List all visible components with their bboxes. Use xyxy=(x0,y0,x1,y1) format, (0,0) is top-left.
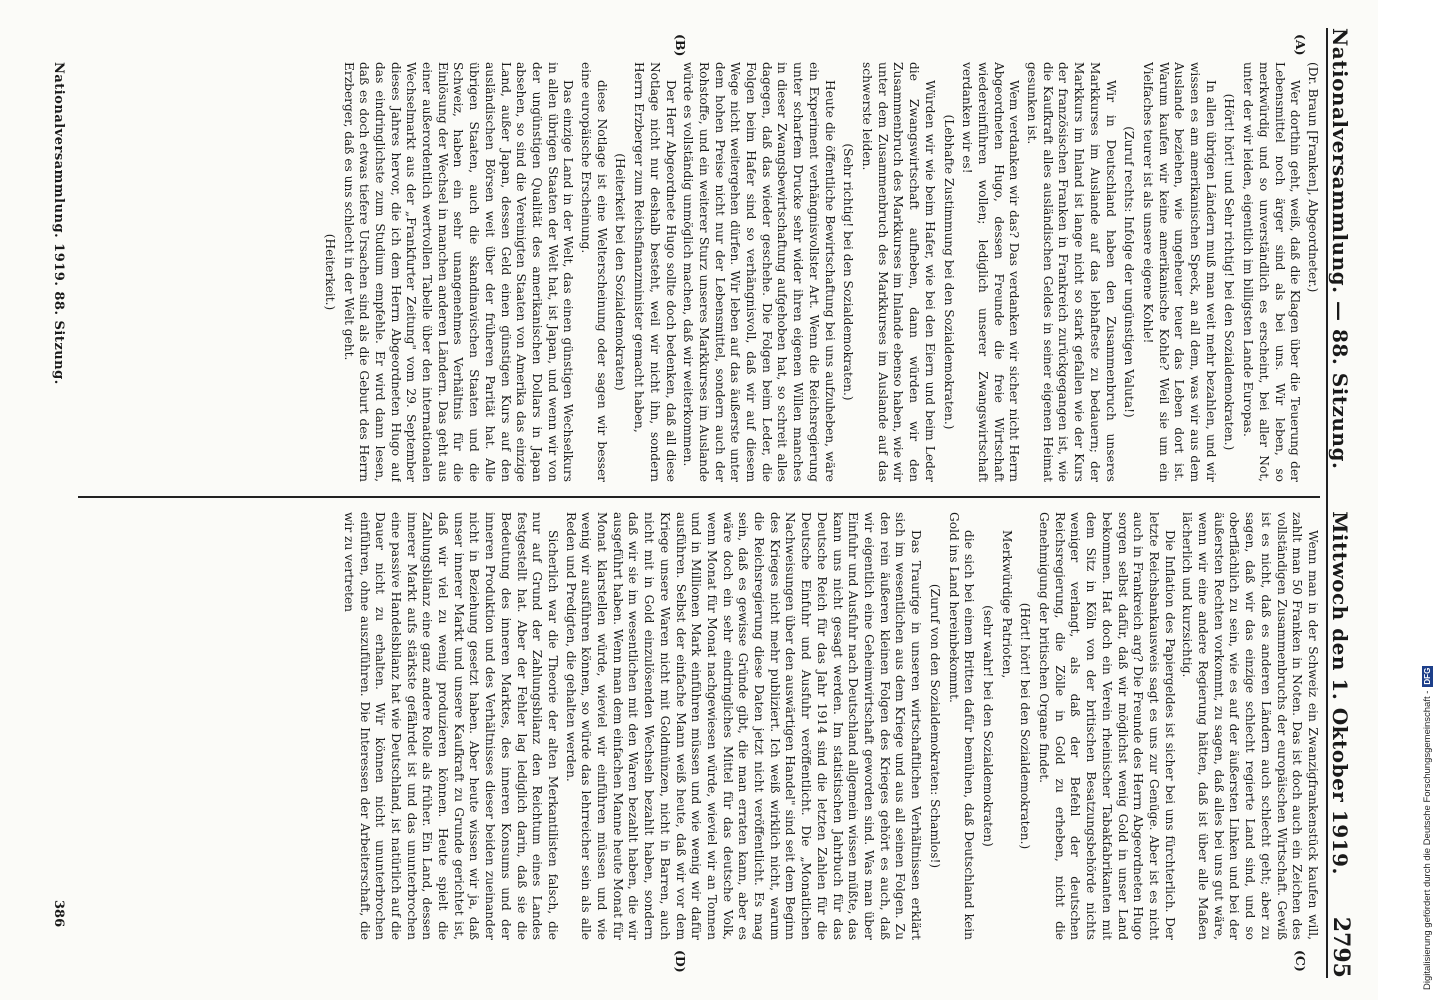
margin-marker-a: (A) xyxy=(1293,34,1308,56)
digitization-credit xyxy=(1422,666,1433,990)
paragraph: (Dr. Braun [Franken], Abgeordneter.) xyxy=(1306,62,1320,293)
header-right-date: Mittwoch den 1. Oktober 1919. xyxy=(1328,511,1352,875)
header-page-number: 2795 xyxy=(1328,916,1354,978)
stage-direction: (Heiterkeit.) xyxy=(322,233,337,311)
paragraph: Die Inflation des Papiergeldes ist sicher bei uns fürchterlich. Der letzte Reichsbankausweis sagt es uns zur Genüge. Aber ist es nicht auch in Frankreich arg? Die Freunde des Herrn Abgeordneten Hugo sorgen selbst dafür, daß wir möglichst wenig Gold in unser Land bekommen. Hat doch ein Verein rheinischer Tabakfabrikanten mit dem Sitz in Köln von der britischen Besatzungsbehörde nichts weniger verlangt, als daß der Befehl der deutschen Reichsregierung, die Zölle in Gold zu erheben, nicht die Genehmigung der britischen Organe findet. xyxy=(1037,512,1177,940)
stage-direction: (sehr wahr! bei den Sozialdemokraten) xyxy=(980,605,995,847)
stage-direction: (Lebhafte Zustimmung bei den Sozialdemokraten.) xyxy=(941,114,956,430)
stage-direction: (Zuruf von den Sozialdemokraten: Schamlos!) xyxy=(927,583,942,869)
paragraph: Würden wir wie beim Hafer, wie bei den Eiern und beim Leder die Zwangswirtschaft aufheben, dann würden wir den Zusammenbruch des Markkurses im Inlande ebenso haben, wie wir unter dem Zusammenbruch des Markkurses im Auslande auf das schwerste leiden. xyxy=(860,62,937,482)
dfg-logo: DFG xyxy=(1423,667,1432,685)
paragraph: diese Notlage ist eine Welterscheinung oder sagen wir besser eine europäische Erscheinung. xyxy=(579,62,609,482)
left-text-column xyxy=(68,62,1320,482)
stage-direction: (Hört! hört! bei den Sozialdemokraten.) xyxy=(1018,602,1033,850)
margin-marker-c: (C) xyxy=(1293,950,1308,972)
paragraph: Sicherlich war die Theorie der alten Merkantilisten falsch, die nur auf Grund der Zahlungsbilanz den Reichtum eines Landes festgestellt hat. Aber der Fehler lag lediglich darin, daß sie die Bedeutung des inneren Marktes, des inneren Konsums und der inneren Produktion und des Verhältnisses dieser beiden zueinander nicht in Beziehung gesetzt haben. Aber heute wissen wir ja, daß unser innerer Markt und unsere Kaufkraft zu Grunde gerichtet ist, daß wir viel zu wenig produzieren können. Heute spielt die Zahlungsbilanz eine ganz andere Rolle als früher. Ein Land, dessen innerer Markt aufs stärkste gefährdet ist und das ununterbrochen eine passive Handelsbilanz hat wie Deutschland, ist natürlich auf die Dauer nicht zu erhalten. Wir können nicht ununterbrochen einführen, ohne auszuführen. Die Interessen der Arbeiterschaft, die wir zu vertreten xyxy=(341,512,560,940)
footer-page-number: 386 xyxy=(51,900,66,928)
column-divider xyxy=(78,496,1320,498)
stage-direction: (Sehr richtig! bei den Sozialdemokraten.) xyxy=(841,143,856,401)
paragraph: Heute die öffentliche Bewirtschaftung bei uns aufzuheben, wäre ein Experiment verhängnisvollster Art. Wenn die Reichsregierung unter scharfem Drucke sehr wider ihren eigenen Willen manches in dieser Zwangsbewirtschaftung aufgehoben hat, so schreit alles dagegen, daß das wieder geschehe. Die Folgen beim Leder, die Folgen beim Hafer sind so verhängnisvoll, daß wir auf diesem Wege nicht weitergehen dürfen. Wir leben auf das äußerste unter dem hohen Preise nicht nur der Lebensmittel, sondern auch der Rohstoffe, und ein weiterer Sturz unseres Markkurses im Auslande würde es vollständig unmöglich machen, daß wir weiterkommen. xyxy=(681,62,837,482)
page-footer: Nationalversammlung. 1919. 88. Sitzung. xyxy=(51,62,66,385)
stage-direction: (Heiterkeit bei den Sozialdemokraten) xyxy=(613,153,628,391)
page-header xyxy=(1326,28,1372,978)
paragraph: Wenn man in der Schweiz ein Zwanzigfrankenstück kaufen will, zahlt man 50 Franken in Noten. Das ist doch auch ein Zeichen des vollständigen Zusammenbruchs der europäischen Wirtschaft. Gewiß ist es nicht, daß es anderen Ländern auch schlecht geht; aber zu sagen, daß wir das einzige schlecht regierte Land sind, und so oberflächlich zu sein, wie es auf der äußersten Linken und bei der äußersten Rechten vorkommt, zu sagen, daß alles bei uns gut wäre, wenn wir eine andere Regierung hätten, daß ist über alle Maßen lächerlich und kurzsichtig. xyxy=(1180,512,1320,940)
paragraph: Merkwürdige Patrioten, xyxy=(999,530,1014,679)
paragraph: Das einzige Land in der Welt, das einen günstigen Wechselkurs in allen übrigen Staaten der Welt hat, ist Japan, und wenn wir von der ungünstigen Qualität des amerikanischen Dollars in Japan absehen, so sind die Vereinigten Staaten von Amerika das einzige Land, außer Japan, dessen Geld einen günstigen Kurs auf den ausländischen Börsen weit über der früheren Parität hat. Alle übrigen Staaten, auch die skandinavischen Staaten und die Schweiz, haben ein sehr unangenehmes Verhältnis für die Einlösung der Wechsel in manchen anderen Ländern. Das geht aus einer außerordentlich wertvollen Tabelle über den internationalen Wechselmarkt aus der „Frankfurter Zeitung" vom 29. September dieses Jahres hervor, die ich dem Herrn Abgeordneten Hugo auf das eindringlichste zum Studium empfehle. Er wird dann lesen, daß es doch etwas tiefere Ursachen sind als die Geburt des Herrn Erzberger, daß es uns schlecht in der Welt geht. xyxy=(341,62,576,482)
margin-marker-d: (D) xyxy=(673,950,688,973)
right-text-column xyxy=(68,512,1320,940)
paragraph: Wir in Deutschland haben den Zusammenbruch unseres Markkurses im Auslande auf das lebhafteste zu bedauern; der Markkurs im Inland ist lange nicht so stark gefallen wie der Kurs der französischen Franken in Frankreich zurückgegangen ist, wie die Kaufkraft alles ausländischen Geldes in seiner eigenen Heimat gesunken ist. xyxy=(1025,62,1118,482)
paragraph: die sich bei einem Britten dafür bemühen, daß Deutschland kein Gold ins Land hereinbekommt. xyxy=(946,512,977,940)
stage-direction: (Hört! hört! und Sehr richtig! bei den Sozialdemokraten.) xyxy=(1222,93,1237,451)
paragraph: Wer dorthin geht, weiß, daß die Klagen über die Teuerung der Lebensmittel noch ärger sind als bei uns. Wir leben, so merkwürdig und so unverständlich es erscheint, bei aller Not, unter der wir leiden, eigentlich im billigsten Lande Europas. xyxy=(1241,62,1303,482)
stage-direction: (Zuruf rechts: Infolge der ungünstigen Valuta!) xyxy=(1122,126,1137,418)
paragraph: Der Herr Abgeordnete Hugo sollte doch bedenken, daß all diese Notlage nicht nur deshalb besteht, weil wir nicht ihn, sondern Herrn Erzberger zum Reichsfinanzminister gemacht haben, xyxy=(632,62,678,482)
header-left-title: Nationalversammlung. — 88. Sitzung. xyxy=(1328,28,1352,470)
paragraph: Wem verdanken wir das? Das verdanken wir sicher nicht Herrn Abgeordneten Hugo, dessen Freunde die freie Wirtschaft wiedereinführen wollen; lediglich unserer Zwangswirtschaft verdanken wir es! xyxy=(960,62,1022,482)
paragraph: Das Traurige in unseren wirtschaftlichen Verhältnissen erklärt sich im wesentlichen aus dem Kriege und aus all seinen Folgen. Zu den rein äußeren kleinen Folgen des Krieges gehört es auch, daß wir eigentlich eine Geheimwirtschaft geworden sind. Was man über Einfuhr und Ausfuhr nach Deutschland allgemein wissen müßte, das kann uns nicht gesagt werden. Im statistischen Jahrbuch für das Deutsche Reich für das Jahr 1914 sind die letzten Zahlen für die Deutsche Einfuhr und Ausfuhr veröffentlicht. Die „Monatlichen Nachweisungen über den auswärtigen Handel" sind seit dem Beginn des Krieges nicht mehr publiziert. Ich weiß wirklich nicht, warum die Reichsregierung diese Daten jetzt nicht veröffentlicht. Es mag sein, daß es gewisse Gründe gibt, die man erraten kann, aber es wäre doch ein sehr eindringliches Mittel für das deutsche Volk, wenn Monat für Monat nachgewiesen würde, wieviel wir an Tonnen und in Millionen Mark einführen müssen und wie wenig wir dafür ausführen. Selbst der einfache Mann weiß heute, daß wir vor dem Kriege unsere Waren nicht mit Goldmünzen, nicht in Barren, auch nicht mit in Gold einzulösenden Wechseln bezahlt haben, sondern daß wir sie im wesentlichen mit den Waren bezahlt haben, die wir ausgeführt haben. Wenn man dem einfachen Manne heute Monat für Monat klarstellen würde, wieviel wir einführen müssen und wie wenig wir ausführen können, so würde das lehrreicher sein als alle Reden und Predigten, die gehalten werden. xyxy=(563,512,924,940)
credit-text: Digitalisierung gefördert durch die Deutsche Forschungsgemeinschaft - xyxy=(1422,690,1433,990)
margin-marker-b: (B) xyxy=(673,34,688,57)
paragraph: In allen übrigen Ländern muß man weit mehr bezahlen, und wir wissen es am amerikanischen Speck, an all dem, was wir aus dem Auslande beziehen, wie ungeheuer teuer das Leben dort ist. Warum kaufen wir keine amerikanische Kohle? Weil sie um ein Vielfaches teurer ist als unsere eigene Kohle! xyxy=(1140,62,1218,482)
